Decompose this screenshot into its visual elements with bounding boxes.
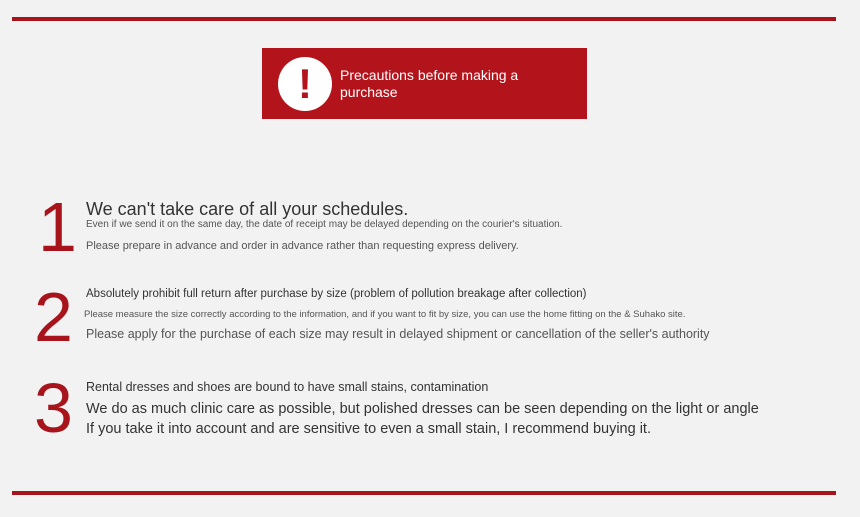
item-number: 3 <box>34 369 73 447</box>
item-heading: Rental dresses and shoes are bound to have small stains, contamination <box>86 380 489 394</box>
item-detail: We do as much clinic care as possible, but polished dresses can be seen depending on the light or angle <box>86 401 759 417</box>
precautions-banner <box>262 48 587 119</box>
item-number: 1 <box>38 188 77 266</box>
banner-title: Precautions before making a purchase <box>340 66 519 100</box>
item-number: 2 <box>34 278 73 356</box>
item-detail: Please measure the size correctly according to the information, and if you want to fit by size, you can use the home fitting on the & Suhako site. <box>84 309 686 320</box>
exclamation-icon: ! <box>278 57 332 111</box>
item-detail: Please prepare in advance and order in advance rather than requesting express delivery. <box>86 240 519 252</box>
item-detail: Even if we send it on the same day, the date of receipt may be delayed depending on the courier's situation. <box>86 219 563 230</box>
top-divider <box>12 17 836 21</box>
item-detail: Please apply for the purchase of each size may result in delayed shipment or cancellation of the seller's authority <box>86 327 710 341</box>
bottom-divider <box>12 491 836 495</box>
item-detail: If you take it into account and are sensitive to even a small stain, I recommend buying it. <box>86 421 651 437</box>
item-heading: We can't take care of all your schedules. <box>86 199 409 219</box>
item-heading: Absolutely prohibit full return after purchase by size (problem of pollution breakage after collection) <box>86 288 587 300</box>
